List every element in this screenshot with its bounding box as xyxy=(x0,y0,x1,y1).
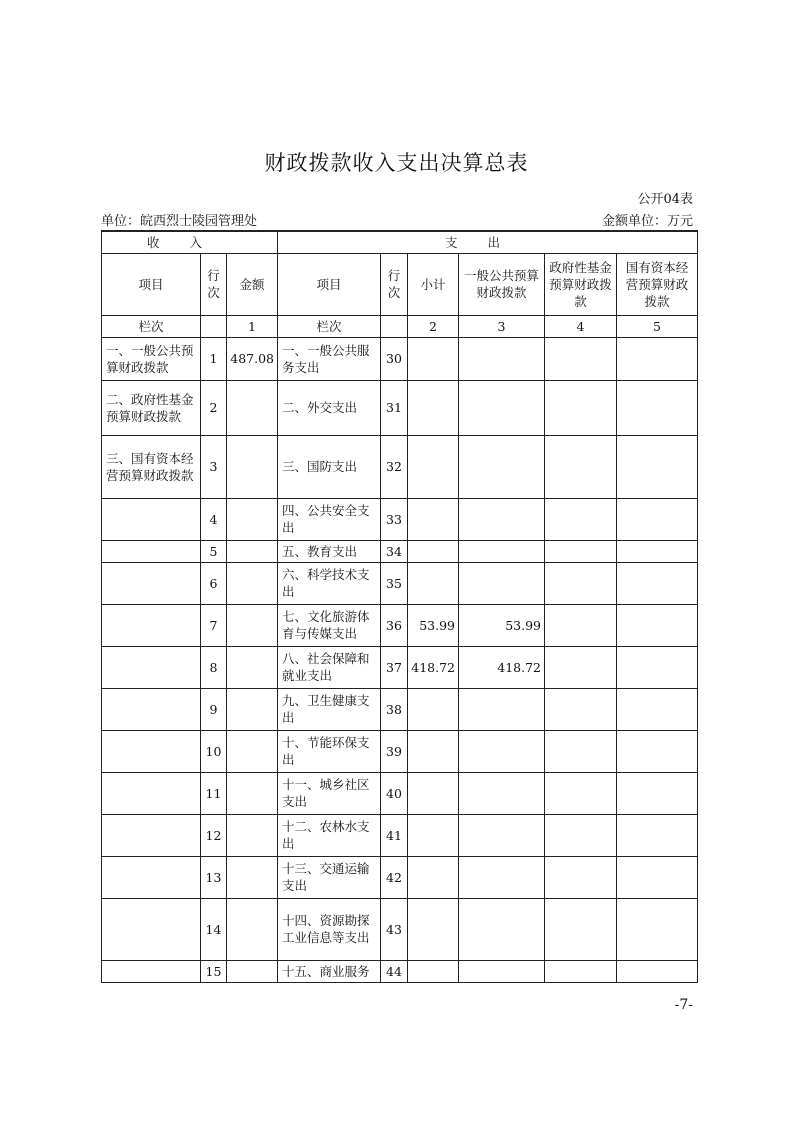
expense-item-cell: 四、公共安全支出 xyxy=(278,498,381,540)
income-item-cell xyxy=(102,540,201,562)
state-capital-cell xyxy=(617,646,698,688)
income-item-cell xyxy=(102,772,201,814)
gov-fund-header: 政府性基金预算财政拨款 xyxy=(545,253,617,315)
income-item-cell xyxy=(102,562,201,604)
income-amount-cell xyxy=(227,898,278,960)
subtotal-cell xyxy=(408,337,459,380)
general-budget-header: 一般公共预算财政拨款 xyxy=(459,253,545,315)
gov-fund-cell xyxy=(545,540,617,562)
state-capital-cell xyxy=(617,814,698,856)
column-blank xyxy=(381,315,408,337)
income-item-cell xyxy=(102,498,201,540)
general-budget-cell xyxy=(459,380,545,435)
column-number-5: 5 xyxy=(617,315,698,337)
gov-fund-cell xyxy=(545,646,617,688)
income-amount-cell xyxy=(227,435,278,498)
expense-item-cell: 十三、交通运输支出 xyxy=(278,856,381,898)
expense-item-cell: 三、国防支出 xyxy=(278,435,381,498)
expense-item-cell: 九、卫生健康支出 xyxy=(278,688,381,730)
expense-section-header: 支出 xyxy=(278,231,698,253)
table-row xyxy=(102,688,698,730)
expense-line-cell: 30 xyxy=(381,337,408,380)
income-line-cell: 3 xyxy=(201,435,227,498)
income-amount-cell xyxy=(227,960,278,982)
gov-fund-cell xyxy=(545,730,617,772)
income-amount-cell xyxy=(227,380,278,435)
subtotal-cell xyxy=(408,380,459,435)
income-item-cell xyxy=(102,730,201,772)
subtotal-cell xyxy=(408,898,459,960)
subtotal-cell xyxy=(408,498,459,540)
expense-item-cell: 八、社会保障和就业支出 xyxy=(278,646,381,688)
expense-line-cell: 37 xyxy=(381,646,408,688)
table-row xyxy=(102,960,698,982)
column-number-1: 1 xyxy=(227,315,278,337)
expense-item-cell: 十、节能环保支出 xyxy=(278,730,381,772)
expense-line-cell: 36 xyxy=(381,604,408,646)
expense-item-cell: 十一、城乡社区支出 xyxy=(278,772,381,814)
income-item-cell xyxy=(102,960,201,982)
table-row xyxy=(102,380,698,435)
gov-fund-cell xyxy=(545,498,617,540)
expense-line-cell: 33 xyxy=(381,498,408,540)
income-line-cell: 7 xyxy=(201,604,227,646)
gov-fund-cell xyxy=(545,772,617,814)
income-amount-cell xyxy=(227,688,278,730)
column-blank xyxy=(201,315,227,337)
gov-fund-cell xyxy=(545,337,617,380)
state-capital-cell xyxy=(617,498,698,540)
column-number-4: 4 xyxy=(545,315,617,337)
expense-line-cell: 38 xyxy=(381,688,408,730)
table-row xyxy=(102,604,698,646)
expense-item-cell: 十四、资源勘探工业信息等支出 xyxy=(278,898,381,960)
general-budget-cell xyxy=(459,540,545,562)
column-number-3: 3 xyxy=(459,315,545,337)
expense-line-cell: 31 xyxy=(381,380,408,435)
page-number: -7- xyxy=(674,997,693,1013)
income-amount-cell: 487.08 xyxy=(227,337,278,380)
income-line-cell: 4 xyxy=(201,498,227,540)
expense-line-cell: 32 xyxy=(381,435,408,498)
table-row xyxy=(102,772,698,814)
income-line-cell: 2 xyxy=(201,380,227,435)
state-capital-cell xyxy=(617,435,698,498)
expense-item-cell: 七、文化旅游体育与传媒支出 xyxy=(278,604,381,646)
income-amount-cell xyxy=(227,730,278,772)
expense-item-header: 项目 xyxy=(278,253,381,315)
gov-fund-cell xyxy=(545,604,617,646)
income-item-cell: 三、国有资本经营预算财政拨款 xyxy=(102,435,201,498)
subtotal-cell: 418.72 xyxy=(408,646,459,688)
column-number-2: 2 xyxy=(408,315,459,337)
table-row xyxy=(102,730,698,772)
income-amount-cell xyxy=(227,646,278,688)
general-budget-cell: 53.99 xyxy=(459,604,545,646)
gov-fund-cell xyxy=(545,380,617,435)
subtotal-cell xyxy=(408,562,459,604)
page-title: 财政拨款收入支出决算总表 xyxy=(264,151,529,175)
income-item-cell xyxy=(102,898,201,960)
reporting-unit: 单位：皖西烈士陵园管理处 xyxy=(101,214,258,229)
general-budget-cell xyxy=(459,498,545,540)
income-item-cell: 二、政府性基金预算财政拨款 xyxy=(102,380,201,435)
income-item-cell: 一、一般公共预算财政拨款 xyxy=(102,337,201,380)
column-label-right: 栏次 xyxy=(278,315,381,337)
general-budget-cell xyxy=(459,960,545,982)
expense-line-cell: 42 xyxy=(381,856,408,898)
income-amount-cell xyxy=(227,540,278,562)
income-line-cell: 11 xyxy=(201,772,227,814)
fiscal-appropriation-table xyxy=(101,230,698,983)
table-row xyxy=(102,562,698,604)
table-row xyxy=(102,856,698,898)
income-line-cell: 14 xyxy=(201,898,227,960)
income-amount-cell xyxy=(227,604,278,646)
income-item-cell xyxy=(102,604,201,646)
subtotal-cell xyxy=(408,814,459,856)
gov-fund-cell xyxy=(545,814,617,856)
general-budget-cell xyxy=(459,856,545,898)
income-section-header: 收入 xyxy=(102,231,278,253)
general-budget-cell xyxy=(459,688,545,730)
income-amount-cell xyxy=(227,856,278,898)
expense-line-cell: 43 xyxy=(381,898,408,960)
income-line-cell: 13 xyxy=(201,856,227,898)
income-item-cell xyxy=(102,814,201,856)
state-capital-header: 国有资本经营预算财政拨款 xyxy=(617,253,698,315)
income-line-cell: 10 xyxy=(201,730,227,772)
table-row xyxy=(102,435,698,498)
expense-line-cell: 34 xyxy=(381,540,408,562)
state-capital-cell xyxy=(617,730,698,772)
state-capital-cell xyxy=(617,562,698,604)
state-capital-cell xyxy=(617,898,698,960)
expense-line-cell: 35 xyxy=(381,562,408,604)
gov-fund-cell xyxy=(545,688,617,730)
income-item-header: 项目 xyxy=(102,253,201,315)
gov-fund-cell xyxy=(545,562,617,604)
subtotal-header: 小计 xyxy=(408,253,459,315)
table-row xyxy=(102,337,698,380)
money-unit: 金额单位：万元 xyxy=(601,214,693,229)
general-budget-cell xyxy=(459,562,545,604)
form-number: 公开04表 xyxy=(637,192,693,207)
expense-line-cell: 44 xyxy=(381,960,408,982)
general-budget-cell xyxy=(459,337,545,380)
income-amount-cell xyxy=(227,562,278,604)
income-amount-header: 金额 xyxy=(227,253,278,315)
income-item-cell xyxy=(102,688,201,730)
general-budget-cell: 418.72 xyxy=(459,646,545,688)
state-capital-cell xyxy=(617,960,698,982)
income-line-cell: 6 xyxy=(201,562,227,604)
table-row xyxy=(102,646,698,688)
income-line-cell: 8 xyxy=(201,646,227,688)
income-line-cell: 12 xyxy=(201,814,227,856)
table-row xyxy=(102,814,698,856)
expense-item-cell: 五、教育支出 xyxy=(278,540,381,562)
income-line-cell: 5 xyxy=(201,540,227,562)
expense-item-cell: 一、一般公共服务支出 xyxy=(278,337,381,380)
subtotal-cell xyxy=(408,540,459,562)
subtotal-cell xyxy=(408,688,459,730)
general-budget-cell xyxy=(459,814,545,856)
column-label-left: 栏次 xyxy=(102,315,201,337)
expense-item-cell: 十五、商业服务 xyxy=(278,960,381,982)
income-line-cell: 15 xyxy=(201,960,227,982)
expense-item-cell: 二、外交支出 xyxy=(278,380,381,435)
income-line-cell: 1 xyxy=(201,337,227,380)
table-row xyxy=(102,540,698,562)
subtotal-cell xyxy=(408,435,459,498)
general-budget-cell xyxy=(459,435,545,498)
expense-line-cell: 40 xyxy=(381,772,408,814)
state-capital-cell xyxy=(617,856,698,898)
income-item-cell xyxy=(102,646,201,688)
table-row xyxy=(102,898,698,960)
subtotal-cell xyxy=(408,730,459,772)
income-amount-cell xyxy=(227,772,278,814)
gov-fund-cell xyxy=(545,960,617,982)
gov-fund-cell xyxy=(545,435,617,498)
expense-line-header: 行次 xyxy=(381,253,408,315)
gov-fund-cell xyxy=(545,898,617,960)
state-capital-cell xyxy=(617,604,698,646)
subtotal-cell: 53.99 xyxy=(408,604,459,646)
income-amount-cell xyxy=(227,498,278,540)
income-amount-cell xyxy=(227,814,278,856)
general-budget-cell xyxy=(459,898,545,960)
general-budget-cell xyxy=(459,772,545,814)
expense-line-cell: 39 xyxy=(381,730,408,772)
expense-item-cell: 六、科学技术支出 xyxy=(278,562,381,604)
state-capital-cell xyxy=(617,688,698,730)
state-capital-cell xyxy=(617,772,698,814)
expense-item-cell: 十二、农林水支出 xyxy=(278,814,381,856)
income-line-cell: 9 xyxy=(201,688,227,730)
subtotal-cell xyxy=(408,772,459,814)
subtotal-cell xyxy=(408,856,459,898)
state-capital-cell xyxy=(617,380,698,435)
state-capital-cell xyxy=(617,337,698,380)
gov-fund-cell xyxy=(545,856,617,898)
state-capital-cell xyxy=(617,540,698,562)
income-line-header: 行次 xyxy=(201,253,227,315)
general-budget-cell xyxy=(459,730,545,772)
table-row xyxy=(102,498,698,540)
income-item-cell xyxy=(102,856,201,898)
subtotal-cell xyxy=(408,960,459,982)
expense-line-cell: 41 xyxy=(381,814,408,856)
